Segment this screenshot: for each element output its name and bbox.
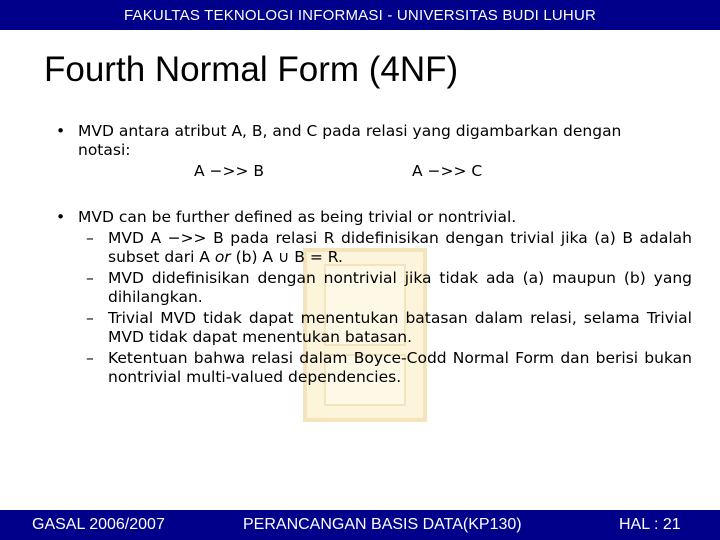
bullet-text: MVD can be further defined as being trivial or nontrivial.: [78, 208, 517, 226]
sub-item-bcnf: [52, 349, 692, 387]
header-bar: [0, 0, 720, 30]
dash-marker: –: [86, 309, 94, 327]
bullet-mvd-definition: [52, 122, 692, 181]
slide-content: [52, 122, 692, 387]
footer-course: PERANCANGAN BASIS DATA(KP130): [243, 516, 522, 533]
dash-marker: –: [86, 229, 94, 247]
footer-page-number: HAL : 21: [619, 516, 681, 533]
mvd-right: A −>> C: [412, 162, 483, 180]
sub-item-text: Ketentuan bahwa relasi dalam Boyce-Codd Normal Form dan berisi bukan nontrivial multi-valued dependencies.: [108, 349, 692, 386]
footer-bar: [0, 510, 720, 540]
mvd-left: A −>> B: [194, 162, 265, 180]
sub-item-nontrivial: [52, 269, 692, 307]
sub-item-text-part1: MVD A −>> B pada relasi R didefinisikan dengan trivial jika (a) B adalah subset dari A: [108, 229, 692, 266]
sub-item-text: Trivial MVD tidak dapat menentukan batasan dalam relasi, selama Trivial MVD tidak dapat menentukan batasan.: [108, 309, 692, 346]
sub-item-text-or: or: [214, 248, 231, 266]
slide-title: Fourth Normal Form (4NF): [44, 50, 459, 89]
header-text: FAKULTAS TEKNOLOGI INFORMASI - UNIVERSITAS BUDI LUHUR: [123, 6, 597, 24]
sub-item-text: MVD didefinisikan dengan nontrivial jika tidak ada (a) maupun (b) yang dihilangkan.: [108, 269, 692, 306]
bullet-text-line1: MVD antara atribut A, B, and C pada relasi yang digambarkan dengan: [78, 122, 622, 140]
dash-marker: –: [86, 269, 94, 287]
dash-marker: –: [86, 349, 94, 367]
bullet-dot: •: [56, 208, 66, 226]
bullet-text-line2: notasi:: [78, 141, 131, 159]
bullet-trivial-nontrivial: [52, 208, 692, 227]
sub-item-trivial: [52, 229, 692, 267]
sub-item-trivial-mvd: [52, 309, 692, 347]
mvd-notation-row: [78, 162, 692, 181]
bullet-dot: •: [56, 122, 66, 140]
sub-item-text-part2: (b) A ∪ B = R.: [230, 248, 343, 266]
footer-semester: GASAL 2006/2007: [32, 516, 165, 533]
